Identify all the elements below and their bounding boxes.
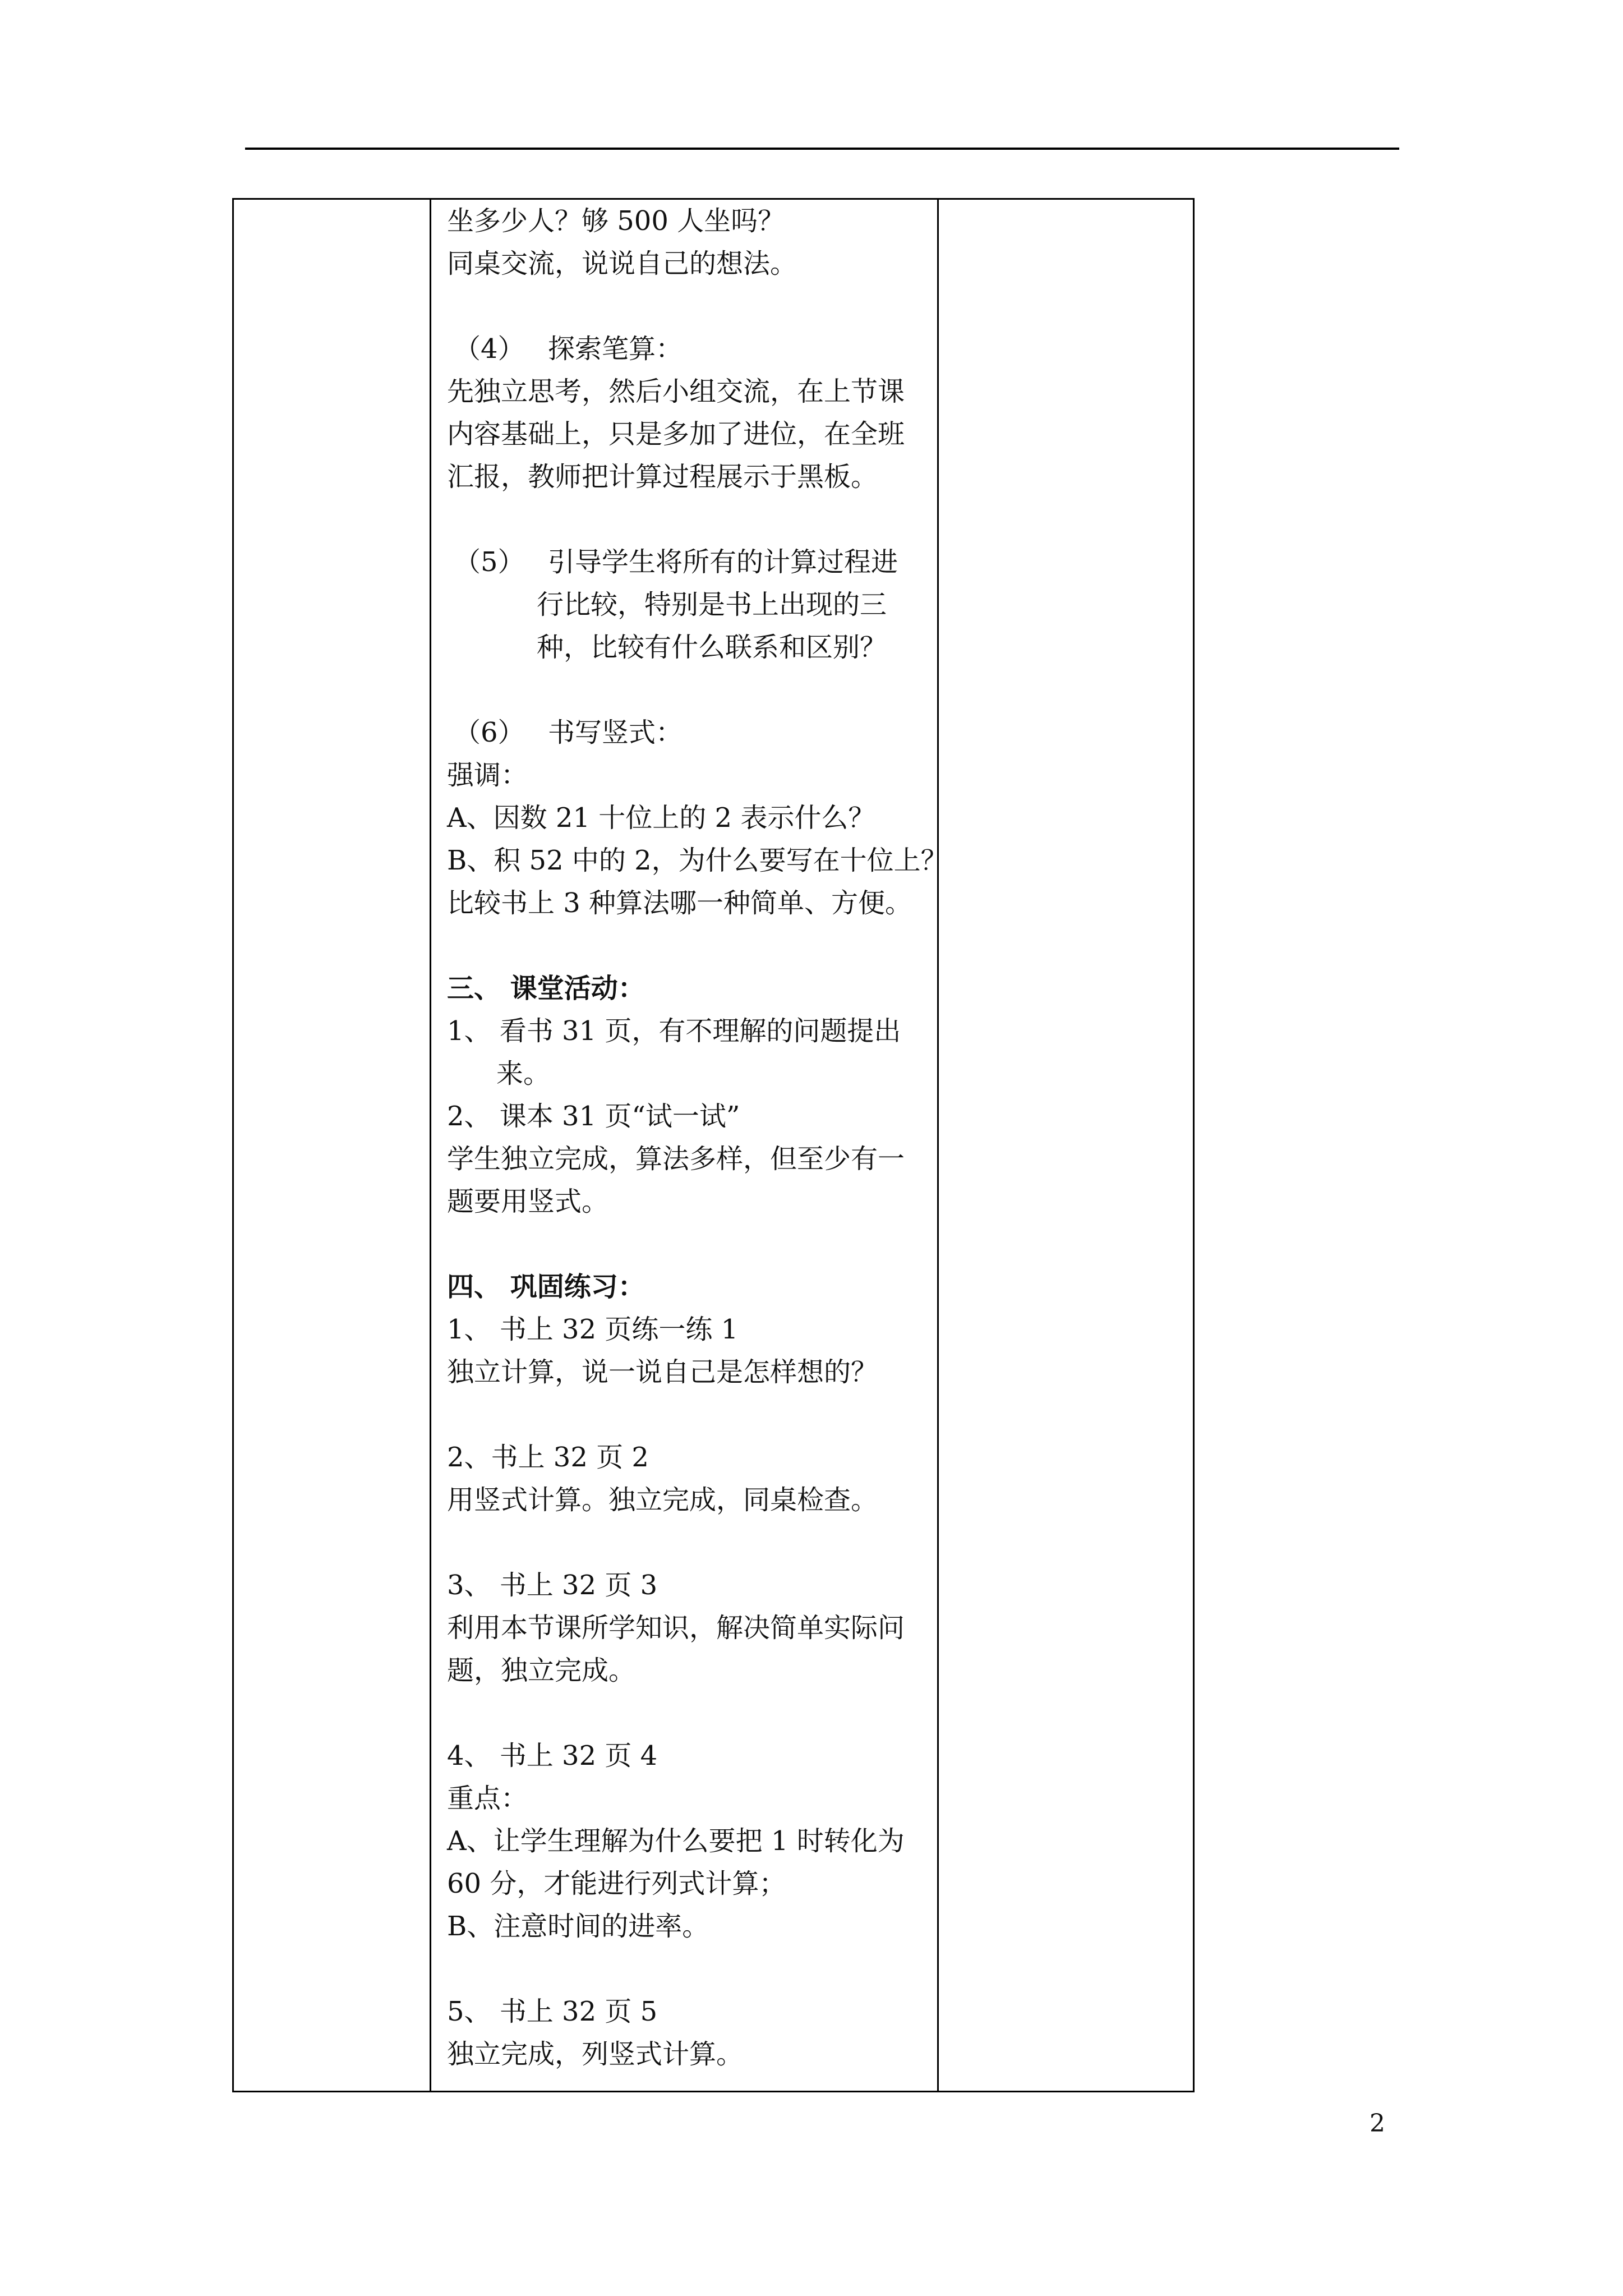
text-line: 比较书上 3 种算法哪一种简单、方便。 [447,887,912,919]
lesson-table [232,198,1195,2092]
blank-line [447,1223,937,1266]
step-5-heading [447,541,937,583]
blank-line [447,669,937,711]
text-line: 题要用竖式。 [447,1186,609,1217]
step-number: （6） [454,717,525,748]
text-line: 种，比较有什么联系和区别？ [537,632,887,663]
text-line: 利用本节课所学知识，解决简单实际问 [447,1612,905,1644]
header-rule [245,148,1399,150]
text-line: 独立完成，列竖式计算。 [447,2039,744,2070]
step-text: 书写竖式： [548,717,683,748]
text-line: 2、 课本 31 页“试一试” [447,1101,740,1132]
blank-line [447,285,937,328]
blank-line [447,1692,937,1734]
step-4-heading [447,328,937,370]
table-right-column [939,200,1193,2091]
text-line: 内容基础上，只是多加了进位，在全班 [447,418,905,450]
text-line: 汇报，教师把计算过程展示于黑板。 [447,461,878,493]
text-line: 2、书上 32 页 2 [447,1442,649,1473]
text-line: 行比较，特别是书上出现的三 [537,589,887,620]
text-line: 5、 书上 32 页 5 [447,1996,658,2027]
text-line: B、注意时间的进率。 [447,1911,709,1942]
text-line: 题，独立完成。 [447,1655,636,1686]
step-number: （5） [454,546,525,578]
text-line: 4、 书上 32 页 4 [447,1740,658,1772]
text-line: 强调： [447,760,528,791]
table-left-column [234,200,431,2091]
table-content-column [431,200,948,2091]
blank-line [447,1521,937,1564]
page-number: 2 [1370,2109,1385,2138]
text-line: A、让学生理解为什么要把 1 时转化为 [447,1825,905,1857]
section-heading-practice: 四、 巩固练习： [447,1271,645,1303]
text-line: 用竖式计算。独立完成，同桌检查。 [447,1484,878,1516]
text-line: 学生独立完成，算法多样，但至少有一 [447,1143,905,1175]
blank-line [447,1393,937,1436]
text-line: 同桌交流，说说自己的想法。 [447,248,797,279]
text-line: 60 分，才能进行列式计算； [447,1868,786,1899]
text-line: B、积 52 中的 2，为什么要写在十位上？ [447,845,948,876]
blank-line [447,1948,937,1990]
text-line: 来。 [496,1058,551,1089]
text-line: 先独立思考，然后小组交流，在上节课 [447,376,905,407]
text-line: 重点： [447,1783,528,1814]
section-heading-classroom-activity: 三、 课堂活动： [447,973,645,1004]
blank-line [447,924,937,967]
text-line: 独立计算，说一说自己是怎样想的？ [447,1356,878,1388]
text-line: 1、 看书 31 页，有不理解的问题提出 [447,1015,901,1047]
step-number: （4） [454,333,525,365]
text-line: A、因数 21 十位上的 2 表示什么？ [447,802,875,834]
text-line: 坐多少人？够 500 人坐吗？ [447,205,785,237]
text-line: 1、 书上 32 页练一练 1 [447,1314,739,1345]
step-6-heading [447,711,937,754]
step-text: 引导学生将所有的计算过程进 [548,546,898,578]
blank-line [447,498,937,541]
text-line: 3、 书上 32 页 3 [447,1570,658,1601]
step-text: 探索笔算： [548,333,683,365]
